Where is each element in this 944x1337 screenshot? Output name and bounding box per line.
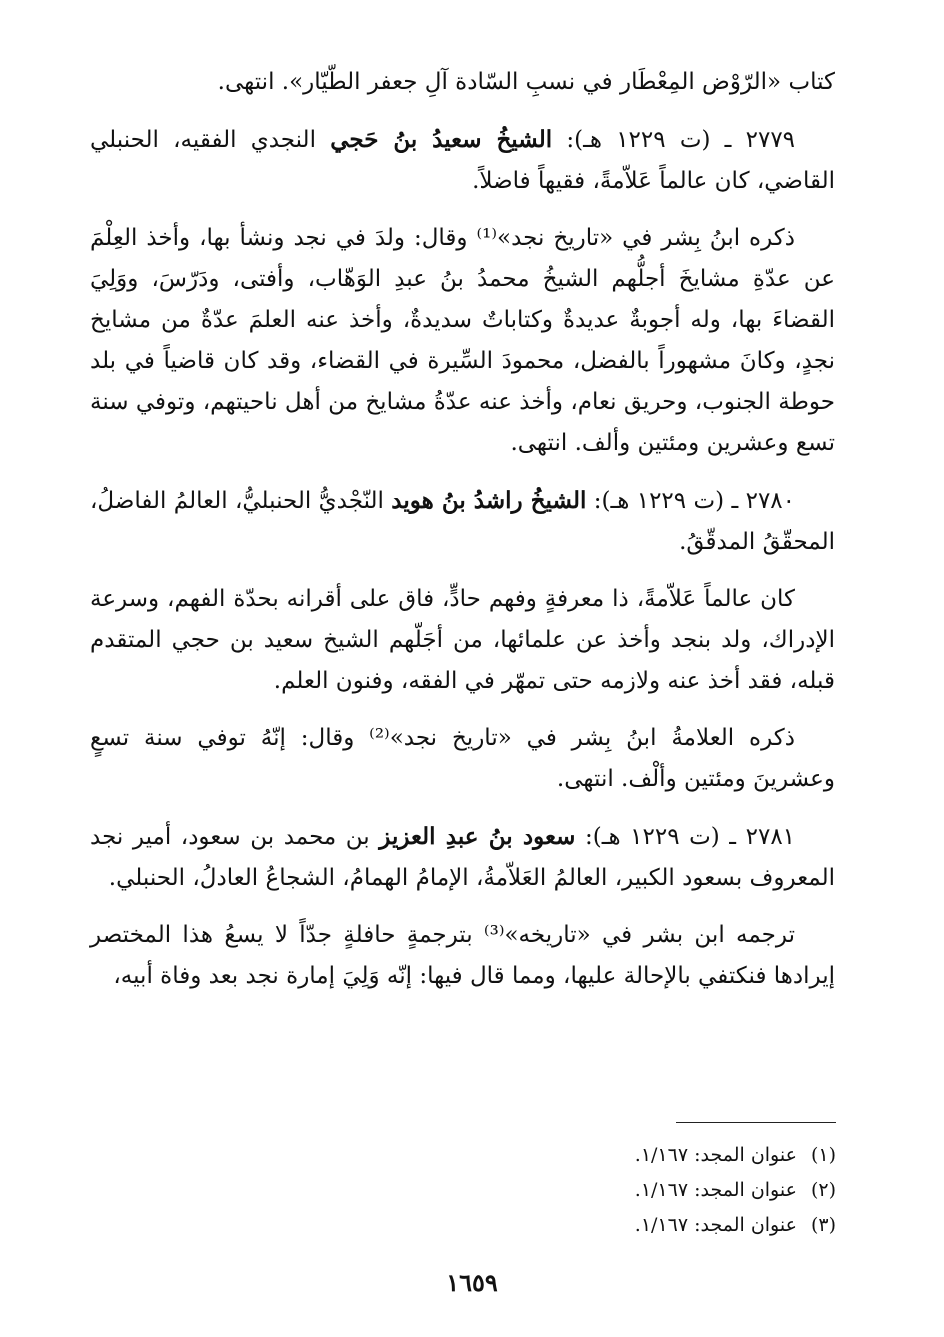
footnote-number: (٢) (810, 1179, 836, 1201)
footnote-text: عنوان المجد: ١/١٦٧. (634, 1214, 797, 1236)
entry-name: سعود بنُ عبدِ العزيز (379, 823, 576, 850)
paragraph-biography-1: ذكره ابنُ بِشر في «تاريخ نجد»⁽¹⁾ وقال: ولدَ في نجد ونشأ بها، وأخذ العِلْمَ عن عدّةِ مشايخَ أجلُّهم الشيخُ محمدُ بنُ عبدِ الوَهّاب، وأفتى، ودَرّسَ، ووَلِيَ القضاءَ بها، وله أجوبةٌ عديدةٌ وكتاباتٌ سديدةٌ، وأخذ عنه العلمَ عدّةٌ من مشايخ نجدٍ، وكانَ مشهوراً بالفضل، محمودَ السِّيرة في القضاء، وقد كان قاضياً في بلد حوطة الجنوب، وحريق نعام، وأخذ عنه عدّةُ مشايخ من أهل ناحيتهم، وتوفي سنة تسع وعشرين ومئتين وألف. انتهى. (90, 225, 835, 456)
footnote-separator (676, 1122, 836, 1123)
footnote-1 (436, 1138, 836, 1173)
entry-2780 (90, 480, 835, 563)
entry-name: الشيخُ سعيدُ بنُ حَجي (330, 126, 553, 153)
footnote-number: (١) (810, 1144, 836, 1166)
entry-2779 (90, 119, 835, 202)
entry-number: ٢٧٧٩ ـ (ت ١٢٢٩ هـ): (566, 127, 796, 153)
entry-description: بن محمد بن سعود، أمير نجد المعروف بسعود الكبير، العالمُ العَلاّمةُ، الإمامُ الهمامُ، الشجاعُ العادلُ، الحنبلي. (90, 824, 835, 891)
paragraph-book-title: كتاب «الرّوْض المِعْطَار في نسبِ السّادة آلِ جعفر الطّيّار». انتهى. (217, 69, 835, 95)
footnote-text: عنوان المجد: ١/١٦٧. (634, 1144, 797, 1166)
entry-name: الشيخُ راشدُ بنُ هويد (391, 487, 587, 514)
paragraph-biography-3: ذكره العلامةُ ابنُ بِشر في «تاريخ نجد»⁽²⁾ وقال: إنّهُ توفي سنة تسعٍ وعشرينَ ومئتين وألْف. انتهى. (90, 725, 835, 792)
paragraph-biography-2: كان عالماً عَلاّمةً، ذا معرفةٍ وفهم حادٍّ، فاق على أقرانه بحدّة الفهم، وسرعة الإدراك، ولد بنجد وأخذ عن علمائها، من أجَلّهم الشيخ سعيد بن حجي المتقدم قبله، فقد أخذ عنه ولازمه حتى تمهّر في الفقه، وفنون العلم. (90, 586, 835, 694)
footnote-number: (٣) (810, 1214, 836, 1236)
entry-number: ٢٧٨١ ـ (ت ١٢٢٩ هـ): (585, 824, 796, 850)
entry-2781 (90, 816, 835, 899)
entry-description: النّجْديُّ الحنبليُّ، العالمُ الفاضلُ، المحقّقُ المدقّقُ. (90, 488, 835, 555)
footnotes (436, 1138, 836, 1243)
footnote-text: عنوان المجد: ١/١٦٧. (634, 1179, 797, 1201)
footnote-2 (436, 1173, 836, 1208)
paragraph-biography-4: ترجمه ابن بشر في «تاريخه»⁽³⁾ بترجمةٍ حافلةٍ جدّاً لا يسعُ هذا المختصر إيرادها فنكتفي بالإحالة عليها، ومما قال فيها: إنّه وَلِيَ إمارة نجد بعد وفاة أبيه، (90, 922, 835, 989)
entry-number: ٢٧٨٠ ـ (ت ١٢٢٩ هـ): (593, 488, 796, 514)
page-body (90, 62, 835, 1013)
page-number: ١٦٥٩ (446, 1268, 498, 1297)
entry-description: النجدي الفقيه، الحنبلي القاضي، كان عالماً عَلاّمةً، فقيهاً فاضلاً. (90, 127, 835, 194)
footnote-3 (436, 1208, 836, 1243)
